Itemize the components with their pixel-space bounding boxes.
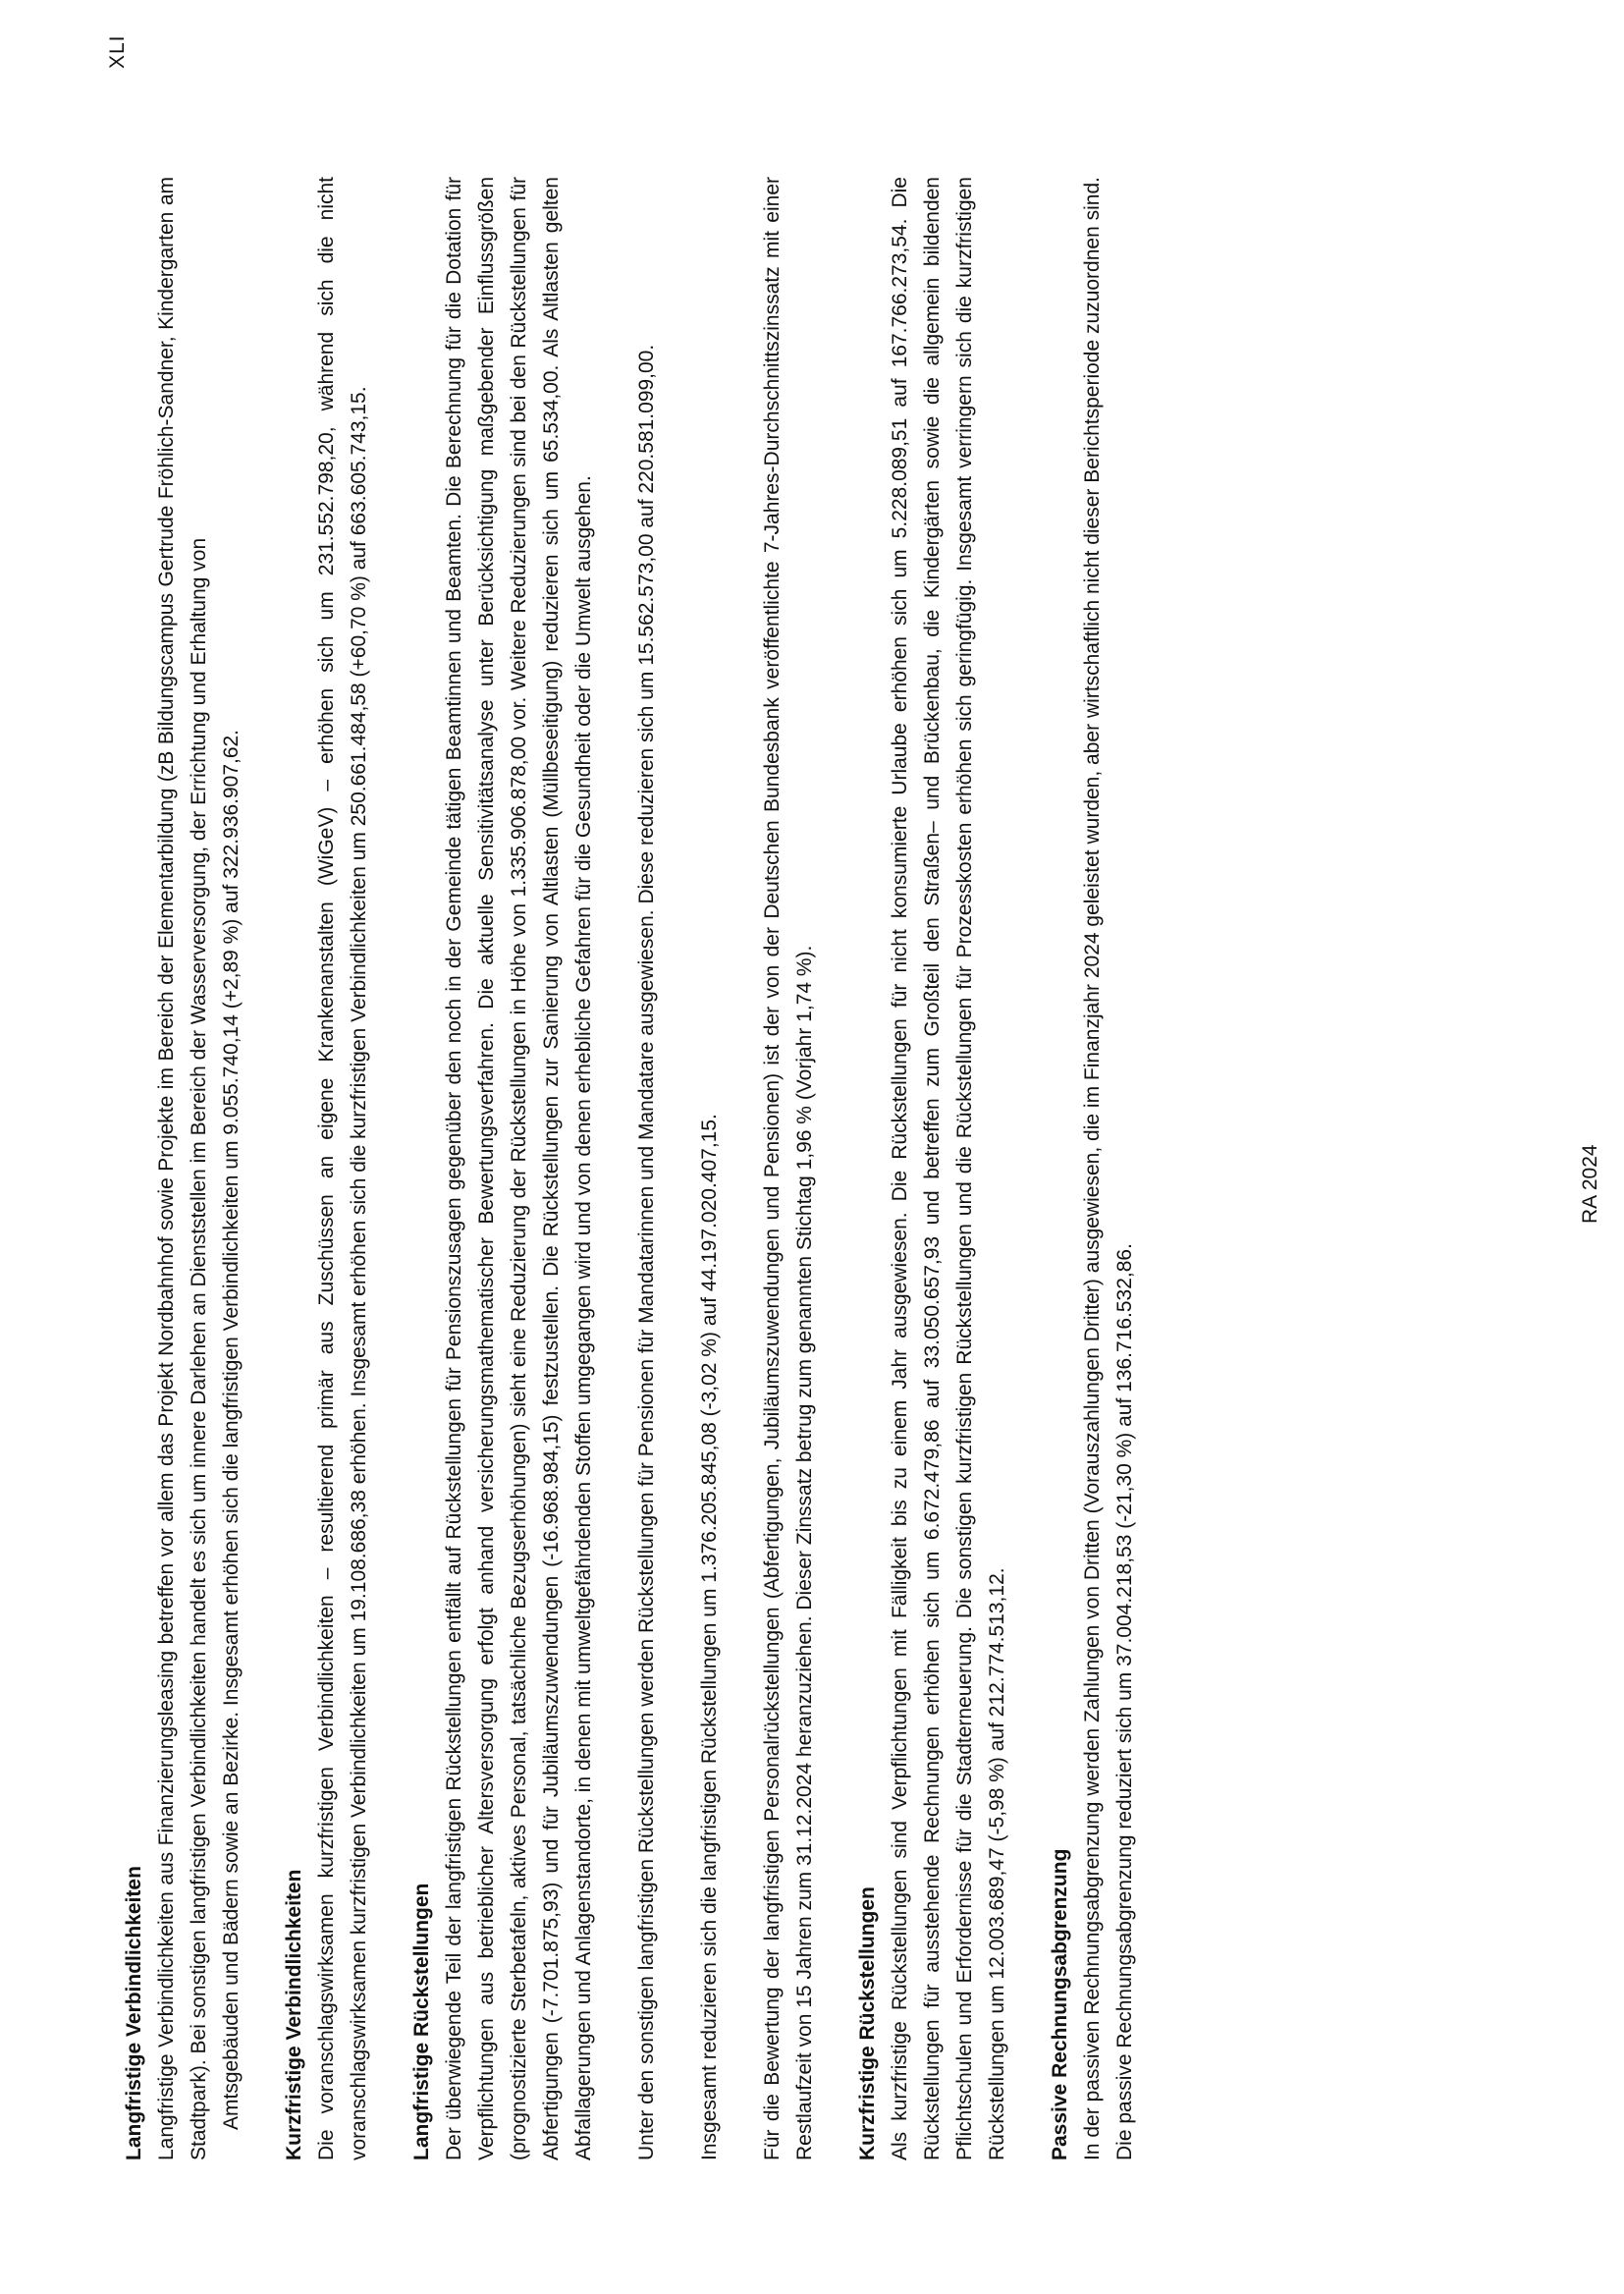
- paragraph: Für die Bewertung der langfristigen Personalrückstellungen (Abfertigungen, Jubiläumszuwendungen und Pensionen) ist der von der Deutschen Bundesbank veröffentlichte 7-Jahres-Durchschnittszinssatz mit einer Restlaufzeit von 15 Jahren zum 31.12.2024 heranzuziehen. Dieser Zinssatz betrug zum genannten Stichtag 1,96 % (Vorjahr 1,74 %).: [761, 177, 816, 2160]
- section-kurzfristige-rueckstellungen: [851, 177, 1013, 2160]
- paragraph: Langfristige Verbindlichkeiten aus Finanzierungsleasing betreffen vor allem das Projekt Nordbahnhof sowie Projekte im Bereich der Elementarbildung (zB Bildungscampus Gertrude Fröhlich-Sandner, Kindergarten am Stadtpark). Bei sonstigen langfristigen Verbindlichkeiten handelt es sich um innere Darlehen an Dienststellen im Bereich der Wasserversorgung, der Errichtung und Erhaltung von: [155, 177, 210, 2160]
- footer-label: RA 2024: [1579, 1144, 1601, 1224]
- section-langfristige-rueckstellungen: [406, 177, 821, 2160]
- paragraph: Unter den sonstigen langfristigen Rückstellungen werden Rückstellungen für Pensionen für Mandatarinnen und Mandatare ausgewiesen. Diese reduzieren sich um 15.562.573,00 auf 220.581.099,00.: [635, 344, 658, 2160]
- section-heading: Langfristige Rückstellungen: [410, 1883, 433, 2160]
- section-heading: Kurzfristige Rückstellungen: [856, 1886, 879, 2160]
- paragraph: Die voranschlagswirksamen kurzfristigen Verbindlichkeiten – resultierend primär aus Zuschüssen an eigene Krankenanstalten (WiGeV) – erhöhen sich um 231.552.798,20, während sich die nicht voranschlagswirksamen kurzfristigen Verbindlichkeiten um 19.108.686,38 erhöhen. Insgesamt erhöhen sich die kurzfristigen Verbindlichkeiten um 250.661.484,58 (+60,70 %) auf 663.605.743,15.: [315, 177, 370, 2160]
- document-body: [118, 177, 1171, 2160]
- paragraph: Als kurzfristige Rückstellungen sind Verpflichtungen mit Fälligkeit bis zu einem Jahr ausgewiesen. Die Rückstellungen für nicht konsumierte Urlaube erhöhen sich um 5.228.089,51 auf 167.766.273,54. Die Rückstellungen für ausstehende Rechnungen erhöhen sich um 6.672.479,86 auf 33.050.657,93 und betreffen zum Großteil den Straßen– und Brückenbau, die Kindergärten sowie die allgemein bildenden Pflichtschulen und Erfordernisse für die Stadterneuerung. Die sonstigen kurzfristigen Rückstellungen und die Rückstellungen für Prozesskosten erhöhen sich geringfügig. Insgesamt verringern sich die kurzfristigen Rückstellungen um 12.003.689,47 (-5,98 %) auf 212.774.513,12.: [889, 177, 1008, 2160]
- paragraph: Der überwiegende Teil der langfristigen Rückstellungen entfällt auf Rückstellungen für Pensionszusagen gegenüber den noch in der Gemeinde tätigen Beamtinnen und Beamten. Die Berechnung für die Dotation für Verpflichtungen aus betrieblicher Altersversorgung erfolgt anhand versicherungsmathematischer Bewertungsverfahren. Die aktuelle Sensitivitätsanalyse unter Berücksichtigung maßgebender Einflussgrößen (prognostizierte Sterbetafeln, aktives Personal, tatsächliche Bezugserhöhungen) sieht eine Reduzierung der Rückstellungen in Höhe von 1.335.906.878,00 vor. Weitere Reduzierungen sind bei den Rückstellungen für Abfertigungen (-7.701.875,93) und für Jubiläumszuwendungen (-16.968.984,15) festzustellen. Die Rückstellungen zur Sanierung von Altlasten (Müllbeseitigung) reduzieren sich um 65.534,00. Als Altlasten gelten Abfallagerungen und Anlagenstandorte, in denen mit umweltgefährdenden Stoffen umgegangen wird und von denen erhebliche Gefahren für die Gesundheit oder die Umwelt ausgehen.: [443, 177, 595, 2160]
- section-heading: Kurzfristige Verbindlichkeiten: [283, 1869, 305, 2160]
- section-heading: Passive Rechnungsabgrenzung: [1049, 1848, 1071, 2160]
- paragraph: Amtsgebäuden und Bädern sowie an Bezirke. Insgesamt erhöhen sich die langfristigen Verbindlichkeiten um 9.055.740,14 (+2,89 %) auf 322.936.907,62.: [220, 729, 243, 2130]
- section-langfristige-verbindlichkeiten: [118, 177, 247, 2160]
- paragraph: Insgesamt reduzieren sich die langfristigen Rückstellungen um 1.376.205.845,08 (-3,02 %) auf 44.197.020.407,15.: [698, 1114, 721, 2160]
- page-number: XLI: [106, 34, 129, 69]
- section-passive-rechnungsabgrenzung: [1044, 177, 1141, 2160]
- section-kurzfristige-verbindlichkeiten: [278, 177, 375, 2160]
- section-heading: Langfristige Verbindlichkeiten: [123, 1866, 145, 2160]
- paragraph: In der passiven Rechnungsabgrenzung werden Zahlungen von Dritten (Vorauszahlungen Dritter) ausgewiesen, die im Finanzjahr 2024 geleistet wurden, aber wirtschaftlich nicht dieser Berichtsperiode zuzuordnen sind. Die passive Rechnungsabgrenzung reduziert sich um 37.004.218,53 (-21,30 %) auf 136.716.532,86.: [1081, 177, 1136, 2160]
